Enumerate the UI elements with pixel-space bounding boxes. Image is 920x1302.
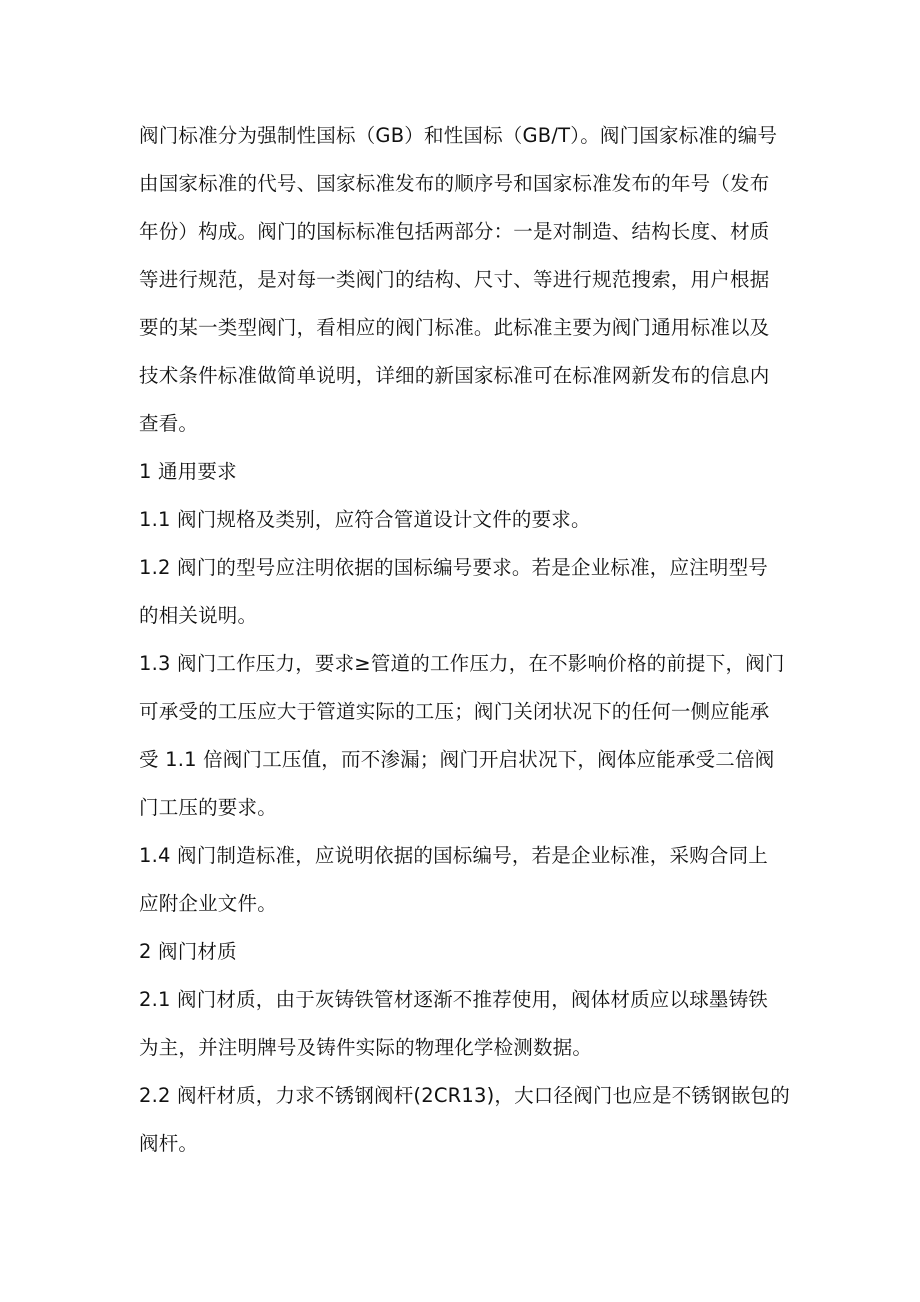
clause-1-4-line-2: 应附企业文件。	[139, 892, 277, 915]
clause-1-3-line-3: 受 1.1 倍阀门工压值，而不渗漏；阀门开启状况下，阀体应能承受二倍阀	[139, 748, 775, 771]
paragraph-intro-line-3: 年份）构成。阀门的国标标准包括两部分：一是对制造、结构长度、材质	[139, 220, 770, 243]
section-heading-material: 2 阀门材质	[139, 940, 237, 963]
section-heading-general: 1 通用要求	[139, 460, 237, 483]
paragraph-intro-line-2: 由国家标准的代号、国家标准发布的顺序号和国家标准发布的年号（发布	[139, 172, 770, 195]
clause-1-3-line-2: 可承受的工压应大于管道实际的工压；阀门关闭状况下的任何一侧应能承	[139, 700, 770, 723]
clause-2-2-line-1: 2.2 阀杆材质，力求不锈钢阀杆(2CR13)，大口径阀门也应是不锈钢嵌包的	[139, 1084, 790, 1107]
clause-2-2-line-2: 阀杆。	[139, 1132, 199, 1155]
clause-1-3-line-1: 1.3 阀门工作压力，要求≥管道的工作压力，在不影响价格的前提下，阀门	[139, 652, 785, 675]
paragraph-intro-line-5: 要的某一类型阀门，看相应的阀门标准。此标准主要为阀门通用标准以及	[139, 316, 770, 339]
clause-2-1-line-2: 为主，并注明牌号及铸件实际的物理化学检测数据。	[139, 1036, 593, 1059]
paragraph-intro-line-7: 查看。	[139, 412, 199, 435]
paragraph-intro-line-1: 阀门标准分为强制性国标（GB）和性国标（GB/T）。阀门国家标准的编号	[139, 124, 778, 147]
paragraph-intro-line-6: 技术条件标准做简单说明，详细的新国家标准可在标准网新发布的信息内	[139, 364, 770, 387]
clause-1-2-line-1: 1.2 阀门的型号应注明依据的国标编号要求。若是企业标准，应注明型号	[139, 556, 769, 579]
clause-1-3-line-4: 门工压的要求。	[139, 796, 277, 819]
clause-1-1: 1.1 阀门规格及类别，应符合管道设计文件的要求。	[139, 508, 591, 531]
clause-2-1-line-1: 2.1 阀门材质，由于灰铸铁管材逐渐不推荐使用，阀体材质应以球墨铸铁	[139, 988, 769, 1011]
clause-1-4-line-1: 1.4 阀门制造标准，应说明依据的国标编号，若是企业标准，采购合同上	[139, 844, 769, 867]
clause-1-2-line-2: 的相关说明。	[139, 604, 258, 627]
paragraph-intro-line-4: 等进行规范，是对每一类阀门的结构、尺寸、等进行规范搜索，用户根据	[139, 268, 770, 291]
